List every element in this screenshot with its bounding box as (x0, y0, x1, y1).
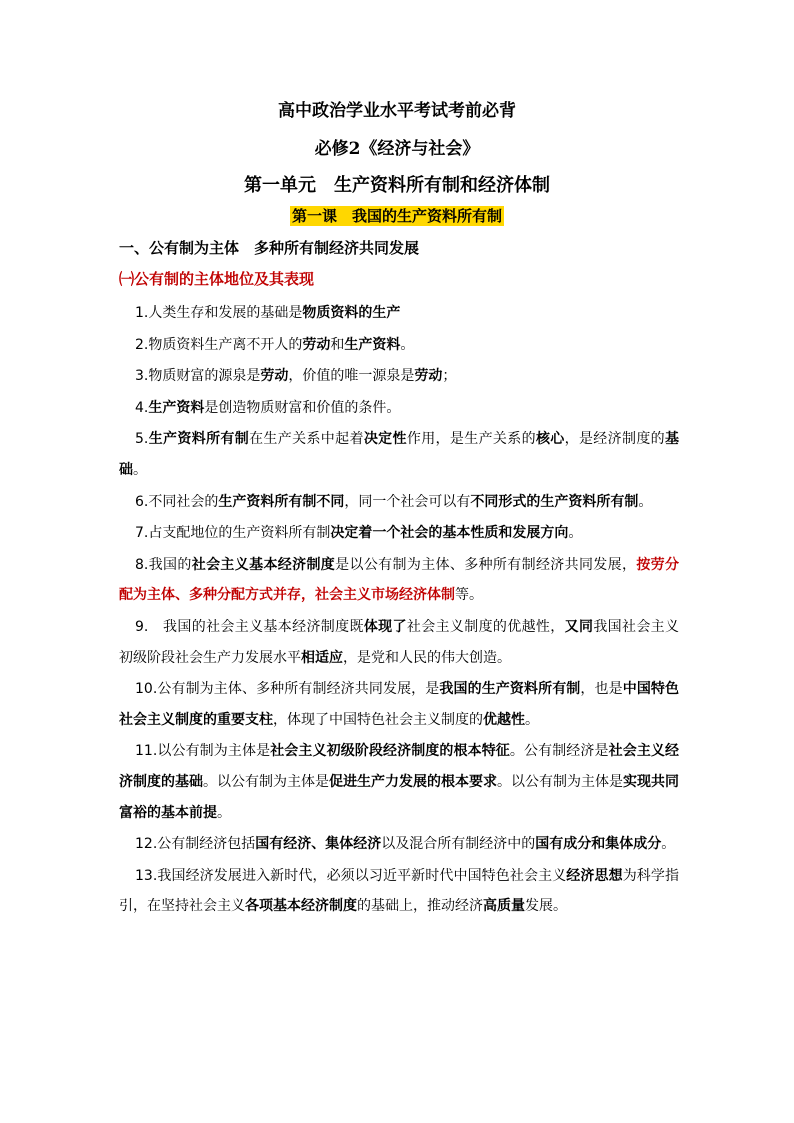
text-run: 社会主义经济制度的基础 (119, 743, 680, 790)
text-run: 基础 (119, 431, 680, 478)
text-run: 是以公有制为主体、多种所有制经济共同发展， (335, 556, 637, 573)
text-run: 11.以公有制为主体是 (135, 743, 271, 760)
text-run: 。 (217, 804, 231, 821)
text-run: 各项基本经济制度 (245, 898, 357, 915)
list-item (119, 518, 679, 549)
text-run: 4. (135, 399, 149, 416)
text-run: 等。 (455, 587, 483, 604)
list-item (119, 393, 679, 424)
text-run: 我国的生产资料所有制 (439, 681, 581, 698)
lesson-heading-wrapper (0, 205, 794, 226)
text-run: 生产资料所有制 (148, 431, 250, 448)
text-run: 中国特色社会主义制度的重要支柱 (119, 681, 680, 728)
text-run: 劳动 (260, 368, 289, 385)
text-run: 核心 (535, 431, 565, 448)
text-run: 。公有制经济是 (509, 743, 609, 760)
list-item (119, 674, 679, 735)
text-run: 。 (133, 461, 147, 478)
text-run: 7.占支配地位的生产资料所有制 (135, 525, 331, 542)
text-run: 高质量 (483, 898, 525, 915)
text-run: 是创造物质财富和价值的条件。 (204, 399, 401, 416)
text-run: 生产资料 (148, 399, 205, 416)
text-run: 的基础上，推动经济 (357, 898, 483, 915)
text-run: 。 (525, 711, 539, 728)
list-item (119, 829, 679, 860)
text-run: 实现共同富裕的基本前提 (119, 773, 679, 821)
text-run: ； (442, 368, 457, 385)
text-run: ，是经济制度的 (564, 431, 666, 448)
list-item (119, 612, 679, 673)
text-run: ，也是 (580, 681, 623, 698)
text-run: 决定着一个社会的基本性质和发展方向 (330, 525, 569, 542)
text-run: 社会主义初级阶段经济制度的根本特征 (270, 743, 510, 760)
text-run: 以及混合所有制经济中的 (381, 836, 536, 853)
text-run: 国有经济、集体经济 (255, 836, 382, 853)
text-run: 又同 (564, 618, 594, 635)
text-run: ，是党和人民的伟大创造。 (343, 649, 511, 666)
text-run: 生产资料 (344, 336, 401, 353)
text-run: 8.我国的 (135, 556, 192, 573)
text-run: 我国社会主义初级阶段社会生产力发展水平 (119, 618, 680, 666)
text-run: 作用，是生产关系的 (406, 431, 536, 448)
list-item (119, 361, 679, 392)
text-run: 体现了 (363, 618, 407, 635)
text-run: 按劳分配为主体、多种分配方式并存，社会主义市场经济体制 (119, 556, 680, 604)
text-run: ，价值的唯一源泉是 (288, 368, 415, 385)
lesson-heading: 第一课 我国的生产资料所有制 (291, 207, 502, 225)
text-run: 13.我国经济发展进入新时代，必须以习近平新时代中国特色社会主义 (135, 867, 567, 884)
list-item (119, 861, 679, 922)
text-run: 6.不同社会的 (135, 493, 219, 510)
text-run: 社会主义基本经济制度 (191, 556, 336, 573)
text-run: 相适应 (301, 649, 343, 666)
text-run: 物质资料的生产 (302, 305, 401, 321)
text-run: 3.物质财富的源泉是 (135, 368, 261, 385)
text-run: 。 (400, 336, 415, 353)
text-run: 10.公有制为主体、多种所有制经济共同发展，是 (135, 681, 440, 698)
list-item (119, 424, 679, 485)
list-item (119, 487, 679, 518)
list-item (119, 550, 679, 611)
text-run: 12.公有制经济包括 (135, 836, 256, 853)
text-run: 劳动 (302, 336, 331, 353)
text-run: 经济思想 (566, 867, 623, 884)
text-run: 生产资料所有制不同 (218, 493, 345, 510)
text-run: 社会主义制度的优越性， (406, 618, 565, 635)
document-title: 高中政治学业水平考试考前必背 (278, 101, 516, 121)
text-run: 和 (330, 336, 345, 353)
list-item (119, 736, 679, 828)
document-subtitle: 必修2《经济与社会》 (314, 139, 480, 159)
text-run: ，体现了中国特色社会主义制度的 (273, 711, 483, 728)
text-run: 5. (135, 431, 149, 448)
unit-heading: 第一单元 生产资料所有制和经济体制 (244, 175, 550, 196)
text-run: 发展。 (525, 898, 567, 915)
list-item (119, 330, 679, 361)
text-run: ，同一个社会可以有 (344, 493, 471, 510)
text-run: 不同形式的生产资料所有制 (470, 493, 639, 510)
text-run: 。以公有制为主体是 (203, 773, 329, 790)
text-run: 国有成分和集体成分 (535, 836, 662, 853)
subsection-heading: ㈠公有制的主体地位及其表现 (119, 270, 315, 288)
text-run: 。以公有制为主体是 (497, 773, 623, 790)
text-run: 在生产关系中起着 (249, 431, 364, 448)
text-run: 优越性 (483, 711, 525, 728)
text-run: 促进生产力发展的根本要求 (329, 773, 497, 790)
text-run: 劳动 (414, 368, 443, 385)
text-run: 2.物质资料生产离不开人的 (135, 336, 303, 353)
text-run: 决定性 (363, 431, 407, 448)
text-run: 。 (568, 525, 583, 542)
section-heading: 一、公有制为主体 多种所有制经济共同发展 (119, 239, 420, 257)
list-item (119, 298, 679, 329)
text-run: 。 (661, 836, 676, 853)
item-list (119, 298, 679, 923)
text-run: 。 (638, 493, 653, 510)
text-run: 9. 我国的社会主义基本经济制度既 (135, 618, 364, 635)
text-run: 为科学指引，在坚持社会主义 (119, 867, 680, 915)
text-run: 1.人类生存和发展的基础是 (135, 305, 303, 321)
